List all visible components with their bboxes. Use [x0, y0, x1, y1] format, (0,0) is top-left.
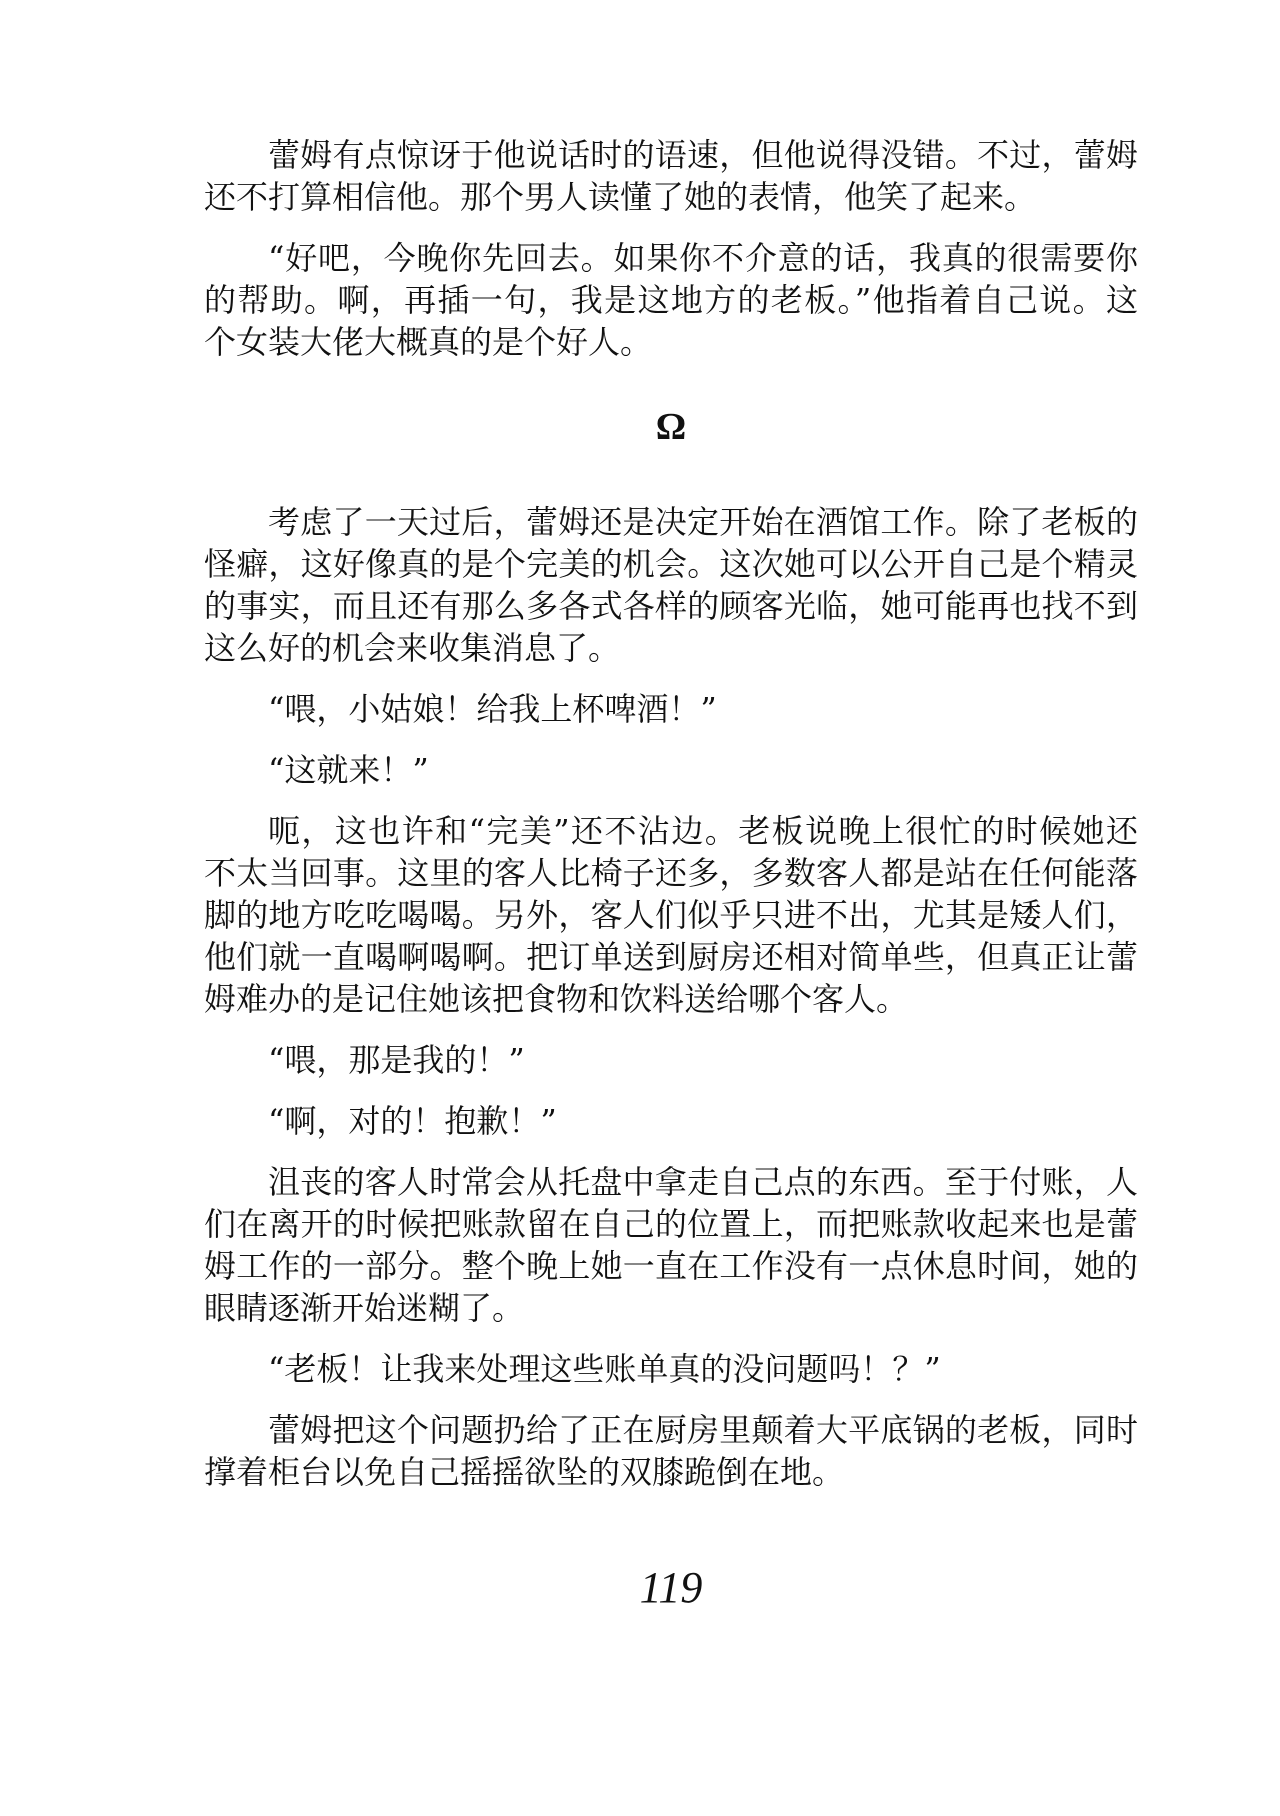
- paragraph: [204, 1039, 1138, 1081]
- paragraph: [204, 237, 1138, 363]
- text-line: “喂，小姑娘！给我上杯啤酒！”: [268, 690, 717, 728]
- text-line: “这就来！”: [268, 751, 429, 789]
- text-line: 姆工作的一部分。整个晚上她一直在工作没有一点休息时间，她的: [204, 1247, 1138, 1285]
- text-line: 的事实，而且还有那么多各式各样的顾客光临，她可能再也找不到: [204, 587, 1138, 625]
- paragraph: [204, 134, 1138, 218]
- text-line: “喂，那是我的！”: [268, 1041, 525, 1079]
- text-line: 撑着柜台以免自己摇摇欲坠的双膝跪倒在地。: [204, 1453, 845, 1491]
- text-line: 沮丧的客人时常会从托盘中拿走自己点的东西。至于付账，人: [268, 1163, 1138, 1201]
- page-number: 119: [639, 1563, 703, 1612]
- text-after-break: [204, 501, 1138, 1493]
- text-line: 蕾姆把这个问题扔给了正在厨房里颠着大平底锅的老板，同时: [268, 1411, 1138, 1449]
- text-line: 怪癖，这好像真的是个完美的机会。这次她可以公开自己是个精灵: [204, 545, 1138, 583]
- paragraph: [204, 810, 1138, 1020]
- text-line: 考虑了一天过后，蕾姆还是决定开始在酒馆工作。除了老板的: [268, 503, 1138, 541]
- paragraph: [204, 1409, 1138, 1493]
- paragraph: [204, 1100, 1138, 1142]
- paragraph: [204, 1348, 1138, 1390]
- text-line: “老板！让我来处理这些账单真的没问题吗！？”: [268, 1350, 941, 1388]
- text-line: 还不打算相信他。那个男人读懂了她的表情，他笑了起来。: [204, 178, 1037, 216]
- text-line: 们在离开的时候把账款留在自己的位置上，而把账款收起来也是蕾: [204, 1205, 1138, 1243]
- text-line: 眼睛逐渐开始迷糊了。: [204, 1289, 525, 1327]
- text-line: 的帮助。啊，再插一句，我是这地方的老板。”他指着自己说。这: [204, 281, 1138, 319]
- text-line: 这么好的机会来收集消息了。: [204, 629, 621, 667]
- text-line: 脚的地方吃吃喝喝。另外，客人们似乎只进不出，尤其是矮人们，: [204, 896, 1138, 934]
- paragraph: [204, 1161, 1138, 1329]
- paragraph: [204, 688, 1138, 730]
- text-line: 不太当回事。这里的客人比椅子还多，多数客人都是站在任何能落: [204, 854, 1138, 892]
- text-before-break: [204, 134, 1138, 363]
- text-line: “好吧，今晚你先回去。如果你不介意的话，我真的很需要你: [268, 239, 1138, 277]
- text-line: 个女装大佬大概真的是个好人。: [204, 323, 653, 361]
- section-break-omega: Ω: [655, 406, 687, 448]
- text-line: 他们就一直喝啊喝啊。把订单送到厨房还相对简单些，但真正让蕾: [204, 938, 1138, 976]
- text-line: 呃，这也许和“完美”还不沾边。老板说晚上很忙的时候她还: [268, 812, 1138, 850]
- text-line: “啊，对的！抱歉！”: [268, 1102, 557, 1140]
- text-line: 姆难办的是记住她该把食物和饮料送给哪个客人。: [204, 980, 909, 1018]
- paragraph: [204, 749, 1138, 791]
- paragraph: [204, 501, 1138, 669]
- text-line: 蕾姆有点惊讶于他说话时的语速，但他说得没错。不过，蕾姆: [268, 136, 1138, 174]
